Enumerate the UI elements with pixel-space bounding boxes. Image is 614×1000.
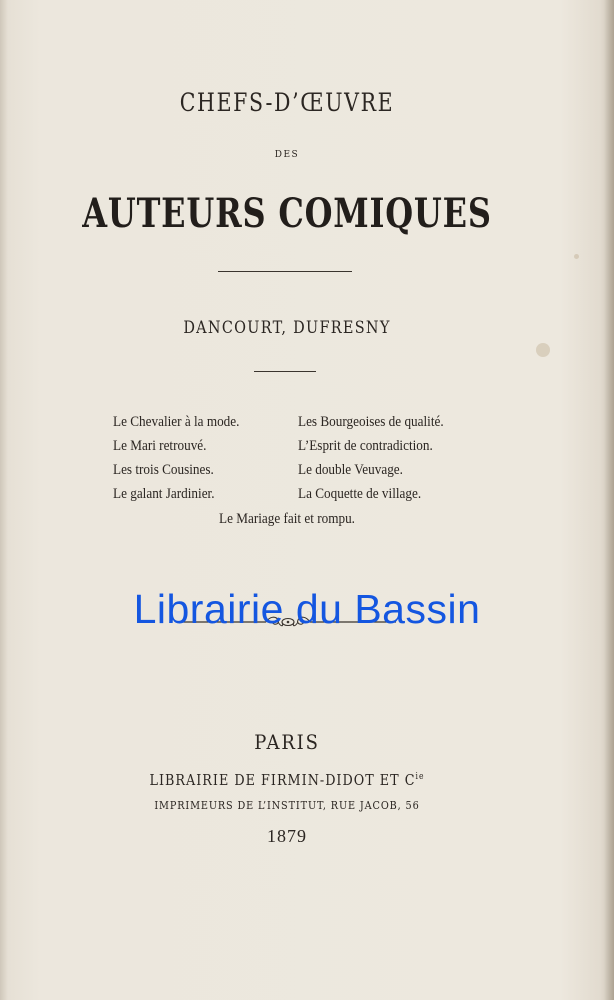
play-title: La Coquette de village.: [298, 486, 422, 502]
divider-rule: [218, 271, 352, 272]
play-title: L’Esprit de contradiction.: [298, 438, 433, 454]
play-title: Les Bourgeoises de qualité.: [298, 414, 444, 430]
play-title: Le double Veuvage.: [298, 462, 403, 478]
authors-line: DANCOURT, DUFRESNY: [183, 318, 391, 338]
plays-list: [113, 414, 473, 510]
plays-row: [113, 414, 473, 438]
imprint-publisher: [43, 771, 531, 789]
page-edge-shadow: [604, 0, 614, 1000]
imprint-publisher-name: LIBRAIRIE DE FIRMIN-DIDOT ET C: [149, 771, 416, 789]
watermark-librairie-du-bassin: Librairie du Bassin: [133, 586, 481, 632]
foxing-spot: [536, 343, 550, 357]
imprint-publisher-sup: ie: [415, 772, 425, 782]
title-line-des: DES: [274, 150, 300, 160]
foxing-spot: [574, 254, 579, 259]
plays-row: [113, 438, 473, 462]
play-title: Le Chevalier à la mode.: [113, 414, 240, 430]
play-title: Les trois Cousines.: [113, 462, 214, 478]
divider-rule-short: [254, 371, 316, 372]
play-title-last: Le Mariage fait et rompu.: [219, 511, 355, 527]
title-line-auteurs-comiques: AUTEURS COMIQUES: [82, 190, 492, 237]
plays-row: [113, 462, 473, 486]
play-title: Le Mari retrouvé.: [113, 438, 207, 454]
plays-row: [113, 486, 473, 510]
imprint-city: PARIS: [254, 730, 320, 754]
title-line-chefs-doeuvre: CHEFS-D’ŒUVRE: [179, 88, 395, 117]
imprint-year: 1879: [267, 826, 307, 846]
play-title: Le galant Jardinier.: [113, 486, 215, 502]
imprint-printers: IMPRIMEURS DE L’INSTITUT, RUE JACOB, 56: [154, 799, 420, 812]
